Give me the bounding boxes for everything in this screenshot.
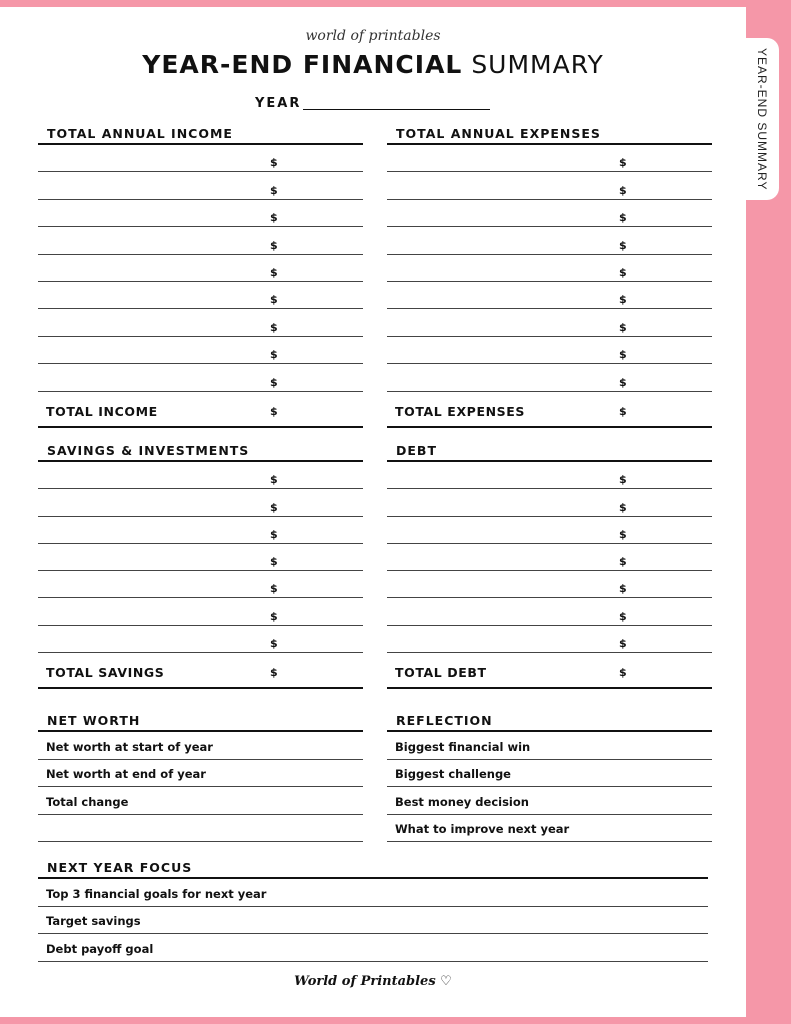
total-label: TOTAL SAVINGS — [46, 665, 165, 681]
dollar-sign: $ — [619, 293, 627, 307]
dollar-sign: $ — [270, 265, 278, 279]
entry-row[interactable] — [387, 544, 712, 571]
entry-row[interactable] — [387, 815, 712, 843]
dollar-sign: $ — [270, 211, 278, 225]
entry-row[interactable] — [387, 364, 712, 391]
entry-row[interactable] — [38, 309, 363, 336]
section-heading: REFLECTION — [387, 711, 712, 732]
total-row[interactable] — [387, 653, 712, 689]
year-label: YEAR — [255, 96, 302, 111]
dollar-sign: $ — [619, 582, 627, 596]
net-worth-section — [38, 711, 363, 842]
dollar-sign: $ — [270, 500, 278, 514]
dollar-sign: $ — [619, 555, 627, 569]
entry-row[interactable] — [38, 517, 363, 544]
dollar-sign: $ — [270, 183, 278, 197]
dollar-sign: $ — [270, 320, 278, 334]
dollar-sign: $ — [270, 348, 278, 362]
dollar-sign: $ — [270, 527, 278, 541]
dollar-sign: $ — [619, 473, 627, 487]
entry-row[interactable] — [387, 462, 712, 489]
dollar-sign: $ — [270, 375, 278, 389]
row-label: Net worth at end of year — [46, 767, 206, 781]
dollar-sign: $ — [270, 582, 278, 596]
entry-row[interactable] — [38, 544, 363, 571]
savings-section — [38, 441, 363, 689]
total-row[interactable] — [38, 392, 363, 428]
entry-row[interactable] — [38, 462, 363, 489]
row-label: Biggest challenge — [395, 767, 511, 781]
section-heading: TOTAL ANNUAL EXPENSES — [387, 124, 712, 145]
title-light: SUMMARY — [471, 50, 604, 79]
total-label: TOTAL EXPENSES — [395, 403, 525, 419]
entry-row[interactable] — [387, 227, 712, 254]
entry-row[interactable] — [38, 934, 708, 962]
section-heading: DEBT — [387, 441, 712, 462]
dollar-sign: $ — [270, 238, 278, 252]
footer-brand — [0, 974, 746, 989]
entry-row[interactable] — [387, 337, 712, 364]
section-heading: SAVINGS & INVESTMENTS — [38, 441, 363, 462]
entry-row[interactable] — [387, 282, 712, 309]
entry-row[interactable] — [38, 907, 708, 935]
dollar-sign: $ — [619, 637, 627, 651]
debt-section — [387, 441, 712, 689]
entry-row[interactable] — [387, 489, 712, 516]
dollar-sign: $ — [619, 609, 627, 623]
footer-brand-text: World of Printables — [294, 974, 436, 989]
entry-row[interactable] — [387, 598, 712, 625]
entry-row[interactable] — [38, 815, 363, 843]
entry-row[interactable] — [38, 598, 363, 625]
expenses-section — [387, 124, 712, 428]
row-label: What to improve next year — [395, 822, 570, 836]
dollar-sign: $ — [270, 609, 278, 623]
entry-row[interactable] — [387, 200, 712, 227]
dollar-sign: $ — [619, 265, 627, 279]
section-heading: TOTAL ANNUAL INCOME — [38, 124, 363, 145]
total-row[interactable] — [38, 653, 363, 689]
dollar-sign: $ — [619, 404, 627, 418]
dollar-sign: $ — [619, 500, 627, 514]
entry-row[interactable] — [387, 787, 712, 815]
side-tab-label: YEAR-END SUMMARY — [755, 47, 769, 191]
entry-row[interactable] — [387, 760, 712, 788]
entry-row[interactable] — [38, 255, 363, 282]
reflection-section — [387, 711, 712, 842]
entry-row[interactable] — [38, 337, 363, 364]
dollar-sign: $ — [270, 473, 278, 487]
entry-row[interactable] — [38, 879, 708, 907]
dollar-sign: $ — [619, 183, 627, 197]
dollar-sign: $ — [619, 348, 627, 362]
page-title — [0, 50, 746, 79]
title-bold: YEAR-END FINANCIAL — [142, 50, 463, 79]
dollar-sign: $ — [270, 404, 278, 418]
entry-row[interactable] — [38, 571, 363, 598]
entry-row[interactable] — [38, 732, 363, 760]
entry-row[interactable] — [387, 172, 712, 199]
entry-row[interactable] — [38, 227, 363, 254]
entry-row[interactable] — [38, 787, 363, 815]
total-row[interactable] — [387, 392, 712, 428]
entry-row[interactable] — [38, 172, 363, 199]
entry-row[interactable] — [38, 626, 363, 653]
entry-row[interactable] — [38, 282, 363, 309]
row-label: Net worth at start of year — [46, 739, 213, 754]
entry-row[interactable] — [387, 732, 712, 760]
side-tab[interactable] — [745, 38, 779, 200]
dollar-sign: $ — [619, 238, 627, 252]
total-label: TOTAL DEBT — [395, 665, 487, 681]
dollar-sign: $ — [619, 375, 627, 389]
dollar-sign: $ — [619, 320, 627, 334]
next-year-section — [38, 858, 708, 962]
entry-row[interactable] — [38, 364, 363, 391]
entry-row[interactable] — [387, 517, 712, 544]
entry-row[interactable] — [38, 200, 363, 227]
dollar-sign: $ — [270, 156, 278, 170]
entry-row[interactable] — [387, 626, 712, 653]
dollar-sign: $ — [619, 156, 627, 170]
entry-row[interactable] — [387, 309, 712, 336]
entry-row[interactable] — [38, 489, 363, 516]
dollar-sign: $ — [619, 666, 627, 680]
dollar-sign: $ — [270, 293, 278, 307]
row-label: Best money decision — [395, 794, 529, 809]
entry-row[interactable] — [387, 255, 712, 282]
row-label: Top 3 financial goals for next year — [46, 886, 267, 901]
entry-row[interactable] — [387, 571, 712, 598]
total-label: TOTAL INCOME — [46, 403, 158, 419]
dollar-sign: $ — [619, 211, 627, 225]
dollar-sign: $ — [270, 555, 278, 569]
section-heading: NET WORTH — [38, 711, 363, 732]
year-input-line[interactable] — [303, 109, 490, 110]
heart-icon: ♡ — [440, 974, 452, 989]
income-section — [38, 124, 363, 428]
row-label: Debt payoff goal — [46, 941, 154, 956]
row-label: Total change — [46, 794, 129, 809]
dollar-sign: $ — [270, 637, 278, 651]
dollar-sign: $ — [619, 527, 627, 541]
brand-script: world of printables — [305, 28, 441, 44]
entry-row[interactable] — [387, 145, 712, 172]
entry-row[interactable] — [38, 145, 363, 172]
entry-row[interactable] — [38, 760, 363, 788]
section-heading: NEXT YEAR FOCUS — [38, 858, 708, 879]
row-label: Target savings — [46, 914, 141, 928]
row-label: Biggest financial win — [395, 739, 531, 754]
dollar-sign: $ — [270, 666, 278, 680]
